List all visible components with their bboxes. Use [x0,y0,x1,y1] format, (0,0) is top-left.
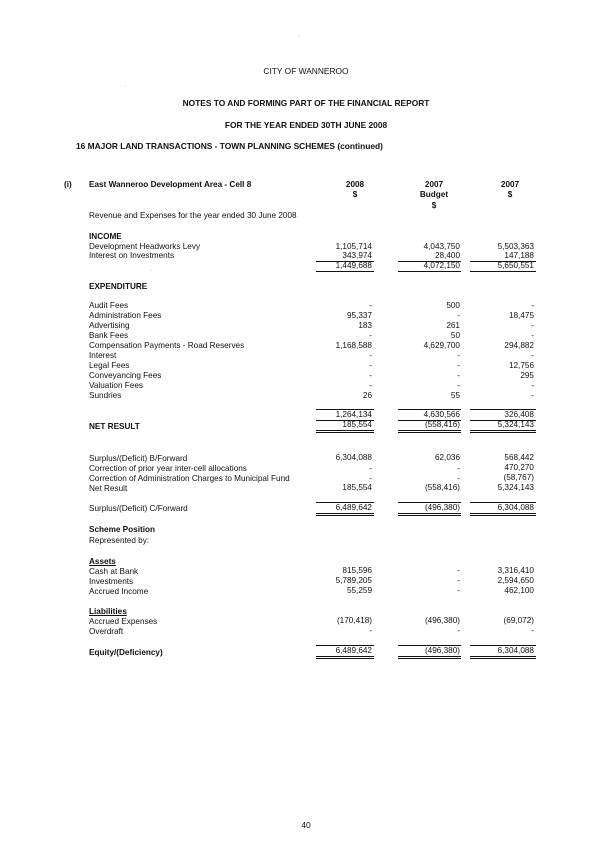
row-label: Advertising [89,321,130,330]
col-year-2008: 2008 [345,180,365,189]
row-label: Accrued Expenses [89,617,158,626]
section-title: East Wanneroo Development Area - Cell 8 [89,180,252,189]
row-value: (496,380) [424,616,460,625]
col-budget-label: Budget [419,190,449,199]
row-value: - [369,351,372,360]
row-label: Legal Fees [89,361,130,370]
row-value: 462,100 [504,586,534,595]
report-period: FOR THE YEAR ENDED 30TH JUNE 2008 [224,120,388,130]
row-value: 261 [446,321,460,330]
row-value: 2,594,650 [497,576,534,585]
row-value: 1,105,714 [335,242,372,251]
row-value: 470,270 [504,463,534,472]
represented-by: Represented by: [89,536,150,545]
row-label: Interest [89,351,117,360]
double-rule [398,513,461,516]
row-value: 26 [362,391,372,400]
col-unit-budget: $ [431,201,437,210]
net-result-value: 5,324,143 [497,420,534,429]
income-total: 5,650,551 [497,261,534,270]
row-label: Development Headworks Levy [89,242,201,251]
row-label: Correction of prior year inter-cell allocations [89,464,247,473]
net-result-label: NET RESULT [89,422,140,431]
note-title: 16 MAJOR LAND TRANSACTIONS - TOWN PLANNING SCHEMES (continued) [76,141,383,151]
org-title: CITY OF WANNEROO [263,66,349,76]
double-rule [316,513,374,516]
row-label: Compensation Payments - Road Reserves [89,341,245,350]
row-label: Sundries [89,391,122,400]
double-rule [316,430,374,433]
row-label: Bank Fees [89,331,129,340]
row-label: Correction of Administration Charges to Municipal Fund [89,474,290,483]
row-value: - [369,361,372,370]
row-value: - [531,391,534,400]
row-value: - [457,311,460,320]
row-value: 6,304,088 [335,453,372,462]
row-value: 294,882 [504,341,534,350]
scheme-position-heading: Scheme Position [89,525,155,534]
row-value: 5,324,143 [497,483,534,492]
col-year-2007-budget: 2007 [424,180,444,189]
net-result-value: 185,554 [342,420,372,429]
row-value: 5,503,363 [497,242,534,251]
carried-forward-value: (496,380) [424,503,460,512]
section-subtitle: Revenue and Expenses for the year ended 30 June 2008 [89,211,297,220]
row-value: - [457,576,460,585]
row-value: - [457,566,460,575]
row-value: 50 [450,331,460,340]
double-rule [470,656,536,659]
total-rule [398,271,461,272]
row-value: 183 [358,321,372,330]
row-value: 4,629,700 [423,341,460,350]
page-number: 40 [301,820,311,830]
row-value: (58,767) [503,473,534,482]
row-label: Overdraft [89,627,124,636]
expenditure-total: 1,264,134 [335,410,372,419]
carried-forward-value: 6,304,088 [497,503,534,512]
row-value: 95,337 [346,311,372,320]
income-heading: INCOME [89,232,122,241]
row-label: Administration Fees [89,311,162,320]
double-rule [398,430,461,433]
row-value: - [531,351,534,360]
double-rule [316,656,374,659]
row-value: (558,416) [424,483,460,492]
expenditure-heading: EXPENDITURE [89,282,148,291]
col-year-2007: 2007 [500,180,520,189]
carried-forward-label: Surplus/(Deficit) C/Forward [89,504,188,513]
row-label: Net Result [89,484,128,493]
expenditure-total: 326,408 [504,410,534,419]
expenditure-total: 4,630,566 [423,410,460,419]
row-value: 1,168,588 [335,341,372,350]
col-unit-2007: $ [507,190,513,199]
row-label: Accrued Income [89,587,149,596]
row-value: 18,475 [508,311,534,320]
row-value: - [369,371,372,380]
row-value: 4,043,750 [423,242,460,251]
row-value: 12,756 [508,361,534,370]
equity-value: 6,304,088 [497,646,534,655]
row-value: - [457,464,460,473]
row-value: - [531,331,534,340]
carried-forward-value: 6,489,642 [335,503,372,512]
row-value: - [457,351,460,360]
row-value: - [369,464,372,473]
row-value: 62,036 [434,453,460,462]
scan-speck: · [150,268,152,274]
row-label: Interest on Investments [89,251,175,260]
row-value: 5,789,205 [335,576,372,585]
row-value: - [457,586,460,595]
row-label: Investments [89,577,134,586]
equity-label: Equity/(Deficiency) [89,648,163,657]
income-total: 1,449,688 [335,261,372,270]
row-value: 185,554 [342,483,372,492]
col-unit-2008: $ [352,190,358,199]
assets-heading: Assets [89,557,116,566]
double-rule [470,513,536,516]
row-value: 500 [446,301,460,310]
row-value: - [369,474,372,483]
row-value: - [369,626,372,635]
row-value: - [531,381,534,390]
row-value: 343,974 [342,251,372,260]
row-value: - [531,321,534,330]
row-value: 28,400 [434,251,460,260]
row-value: - [369,301,372,310]
row-value: (69,072) [503,616,534,625]
double-rule [470,430,536,433]
row-value: (170,418) [336,616,372,625]
net-result-value: (558,416) [424,420,460,429]
row-value: 295 [520,371,534,380]
row-value: - [457,474,460,483]
row-value: - [531,301,534,310]
row-label: Conveyancing Fees [89,371,162,380]
income-total: 4,072,150 [423,261,460,270]
row-value: - [457,361,460,370]
row-value: 55,259 [346,586,372,595]
row-value: - [457,626,460,635]
equity-value: (496,380) [424,646,460,655]
row-value: - [369,331,372,340]
row-value: 815,596 [342,566,372,575]
scan-speck: · [298,34,300,40]
total-rule [470,271,536,272]
scan-speck: · [125,84,127,90]
row-value: 568,442 [504,453,534,462]
double-rule [398,656,461,659]
report-title: NOTES TO AND FORMING PART OF THE FINANCIAL REPORT [182,98,430,108]
row-value: 147,188 [504,251,534,260]
liabilities-heading: Liabilities [89,607,127,616]
row-value: - [457,371,460,380]
section-label: (i) [64,180,72,189]
row-value: - [369,381,372,390]
row-label: Surplus/(Deficit) B/Forward [89,454,188,463]
row-value: 3,316,410 [497,566,534,575]
row-label: Audit Fees [89,301,129,310]
row-value: 55 [450,391,460,400]
row-value: - [457,381,460,390]
row-value: - [531,626,534,635]
equity-value: 6,489,642 [335,646,372,655]
row-label: Valuation Fees [89,381,144,390]
total-rule [316,271,374,272]
row-label: Cash at Bank [89,567,139,576]
